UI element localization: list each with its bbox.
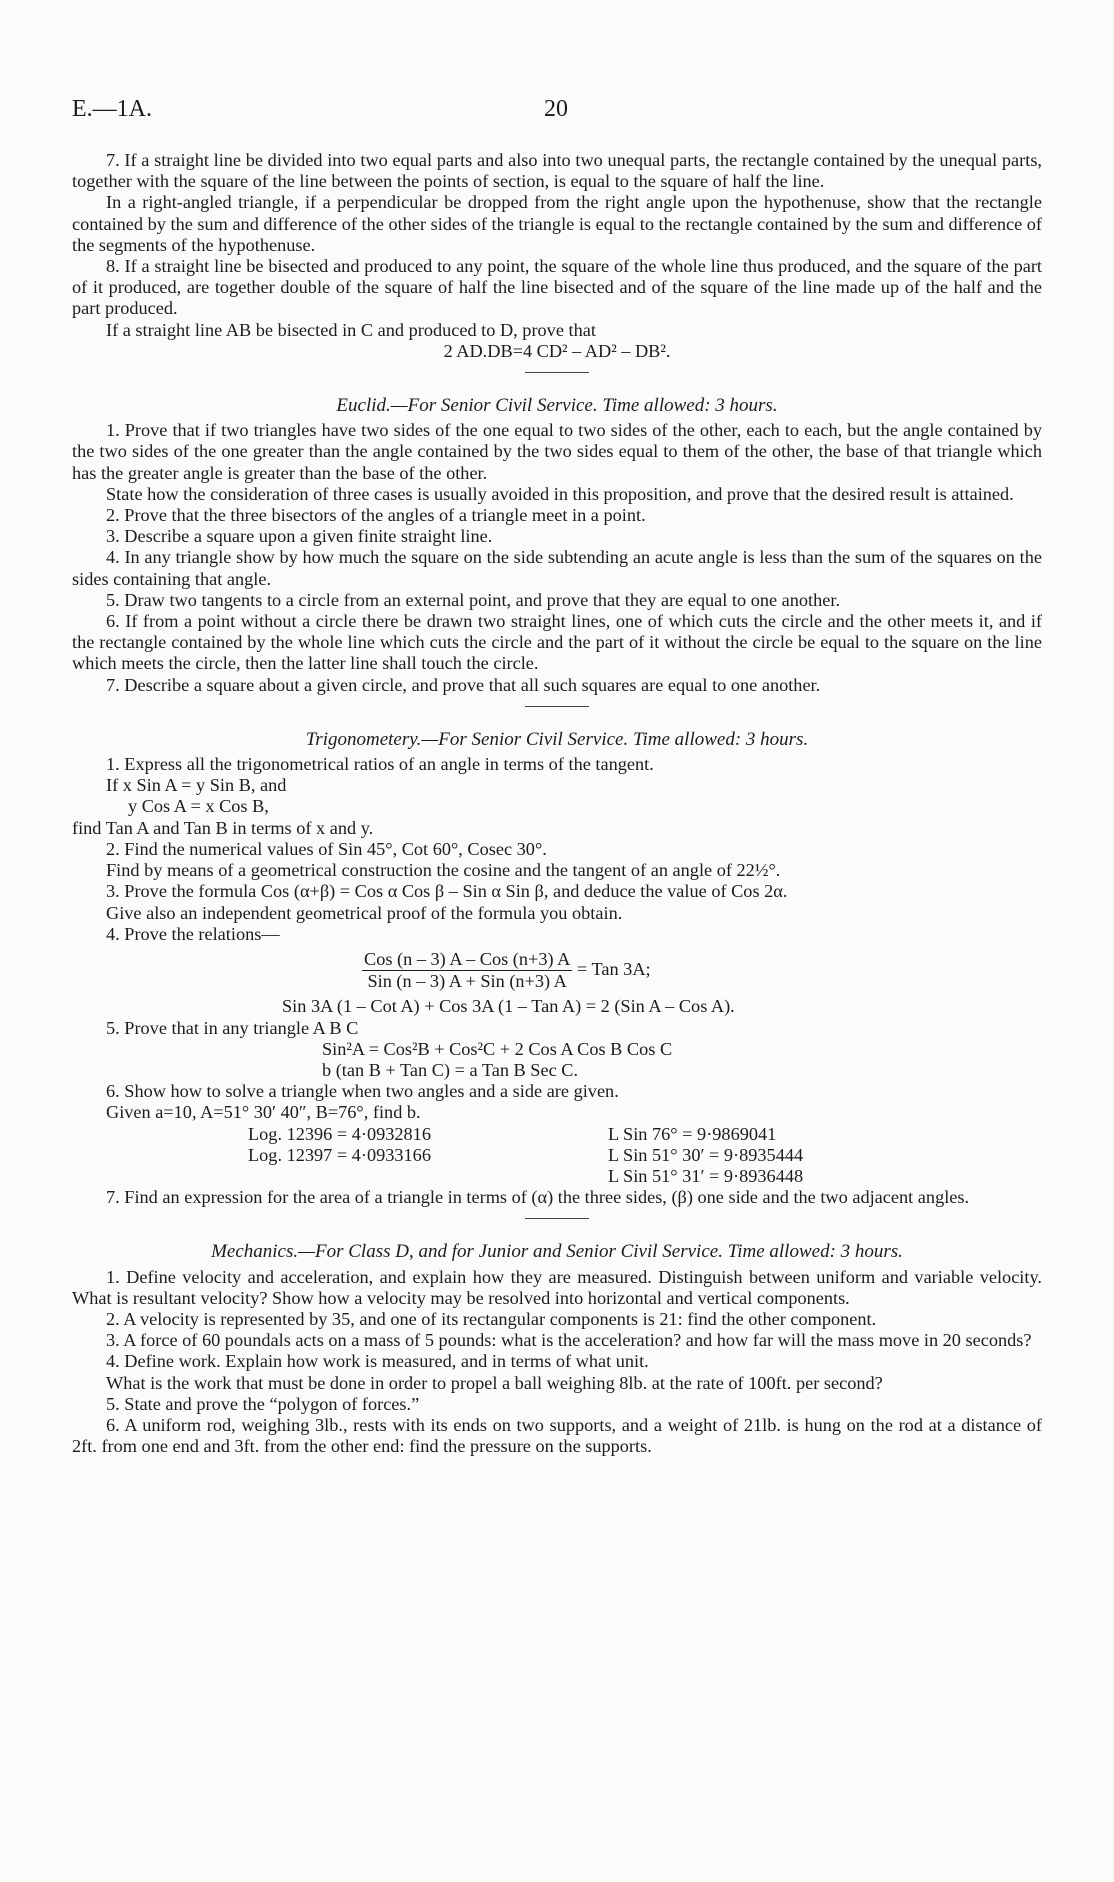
mech-question-1: 1. Define velocity and acceleration, and explain how they are measured. Distinguish between uniform and variable velocity. What is resultant velocity? Show how a velocity may be resolved into horizontal and vertical components. [72, 1266, 1042, 1308]
section-title-mechanics: Mechanics.—For Class D, and for Junior and Senior Civil Service. Time allowed: 3 hours. [211, 1241, 903, 1263]
fraction-denominator: Sin (n – 3) A + Sin (n+3) A [367, 971, 567, 992]
section-title-euclid: Euclid.—For Senior Civil Service. Time allowed: 3 hours. [336, 395, 778, 417]
document-body [72, 150, 1042, 1457]
euclid-question-6: 6. If from a point without a circle there be drawn two straight lines, one of which cuts the circle and the other meets it, and if the rectangle contained by the whole line which cuts the circle and the part of it without the circle be equal to the square on the line which meets the circle, then the latter line shall touch the circle. [72, 611, 1042, 674]
section-divider [525, 372, 589, 373]
question-7: 7. If a straight line be divided into two equal parts and also into two unequal parts, the rectangle contained by the unequal parts, together with the square of the line between the points of section, is equal to the square of half the line. [72, 150, 1042, 192]
log-sine-value: L Sin 76° = 9·9869041 [608, 1123, 777, 1144]
mech-question-4-part: What is the work that must be done in order to propel a ball weighing 8lb. at the rate of 100ft. per second? [106, 1372, 883, 1393]
fraction-equation [72, 949, 1042, 992]
log-sine-value: L Sin 51° 30′ = 9·8935444 [608, 1144, 804, 1165]
trig-question-1-find: find Tan A and Tan B in terms of x and y. [72, 817, 374, 838]
euclid-question-3: 3. Describe a square upon a given finite straight line. [106, 526, 493, 547]
euclid-question-7: 7. Describe a square about a given circle, and prove that all such squares are equal to one another. [106, 674, 821, 695]
trig-question-1-given: y Cos A = x Cos B, [128, 796, 269, 817]
trig-question-5-relation: Sin²A = Cos²B + Cos²C + 2 Cos A Cos B Cos C [322, 1038, 673, 1059]
mech-question-4: 4. Define work. Explain how work is measured, and in terms of what unit. [106, 1351, 649, 1372]
euclid-question-5: 5. Draw two tangents to a circle from an external point, and prove that they are equal to one another. [106, 589, 841, 610]
euclid-question-4: 4. In any triangle show by how much the square on the side subtending an acute angle is less than the sum of the squares on the sides containing that angle. [72, 547, 1042, 589]
section-divider [525, 706, 589, 707]
log-value: Log. 12396 = 4·0932816 [248, 1123, 431, 1144]
trig-question-6: 6. Show how to solve a triangle when two angles and a side are given. [106, 1081, 619, 1102]
trig-question-4: 4. Prove the relations— [106, 923, 280, 944]
section-divider [525, 1218, 589, 1219]
euclid-question-2: 2. Prove that the three bisectors of the angles of a triangle meet in a point. [106, 505, 646, 526]
question-7-part: In a right-angled triangle, if a perpendicular be dropped from the right angle upon the hypothenuse, show that the rectangle contained by the sum and difference of the other sides of the triangle is equal to the rectangle contained by the sum and difference of the segments of the hypothenuse. [72, 192, 1042, 255]
question-8: 8. If a straight line be bisected and produced to any point, the square of the whole line thus produced, and the square of the part of it produced, are together double of the square of half the line bisected and of the square of the line made up of the half and the part produced. [72, 256, 1042, 319]
page-number: 20 [544, 96, 568, 122]
section-title-trigonometry: Trigonometery.—For Senior Civil Service. Time allowed: 3 hours. [305, 728, 809, 750]
fraction-rhs: = Tan 3A; [576, 958, 651, 979]
fraction-numerator: Cos (n – 3) A – Cos (n+3) A [362, 949, 572, 971]
fraction [362, 949, 572, 992]
trig-question-5: 5. Prove that in any triangle A B C [106, 1017, 359, 1038]
trig-question-1: 1. Express all the trigonometrical ratios of an angle in terms of the tangent. [106, 754, 654, 775]
mech-question-6: 6. A uniform rod, weighing 3lb., rests with its ends on two supports, and a weight of 21lb. is hung on the rod at a distance of 2ft. from one end and 3ft. from the other end: find the pressure on the supports. [72, 1414, 1042, 1457]
euclid-question-1-part: State how the consideration of three cases is usually avoided in this proposition, and prove that the desired result is attained. [106, 483, 1014, 504]
trig-question-5-relation: b (tan B + Tan C) = a Tan B Sec C. [322, 1059, 579, 1080]
log-value: Log. 12397 = 4·0933166 [248, 1144, 431, 1165]
trig-question-7: 7. Find an expression for the area of a triangle in terms of (α) the three sides, (β) one side and the two adjacent angles. [106, 1187, 970, 1208]
euclid-question-1: 1. Prove that if two triangles have two sides of the one equal to two sides of the other, each to each, but the angle contained by the two sides of the one greater than the angle contained by the two sides equal to them of the other, the base of that triangle which has the greater angle is greater than the base of the other. [72, 420, 1042, 483]
mech-question-5: 5. State and prove the “polygon of forces.” [106, 1393, 420, 1414]
trig-question-2-part: Find by means of a geometrical construction the cosine and the tangent of an angle of 22½°. [106, 860, 781, 881]
equation: 2 AD.DB=4 CD² – AD² – DB². [443, 340, 671, 361]
question-8-part: If a straight line AB be bisected in C and produced to D, prove that [106, 319, 596, 340]
trig-question-2: 2. Find the numerical values of Sin 45°, Cot 60°, Cosec 30°. [106, 838, 547, 859]
trig-question-3: 3. Prove the formula Cos (α+β) = Cos α Cos β – Sin α Sin β, and deduce the value of Cos 2α. [106, 881, 788, 902]
log-table [72, 1124, 1042, 1188]
log-sine-value: L Sin 51° 31′ = 9·8936448 [608, 1165, 804, 1186]
trig-question-6-given: Given a=10, A=51° 30′ 40″, B=76°, find b. [106, 1102, 421, 1123]
trig-question-3-part: Give also an independent geometrical proof of the formula you obtain. [106, 902, 623, 923]
mech-question-3: 3. A force of 60 poundals acts on a mass of 5 pounds: what is the acceleration? and how far will the mass move in 20 seconds? [106, 1330, 1032, 1351]
page-header [72, 96, 1042, 130]
trig-question-1-given: If x Sin A = y Sin B, and [106, 775, 287, 796]
mech-question-2: 2. A velocity is represented by 35, and one of its rectangular components is 21: find the other component. [106, 1308, 877, 1329]
document-reference: E.—1A. [72, 96, 152, 122]
trig-question-4-relation: Sin 3A (1 – Cot A) + Cos 3A (1 – Tan A) = 2 (Sin A – Cos A). [282, 996, 735, 1017]
